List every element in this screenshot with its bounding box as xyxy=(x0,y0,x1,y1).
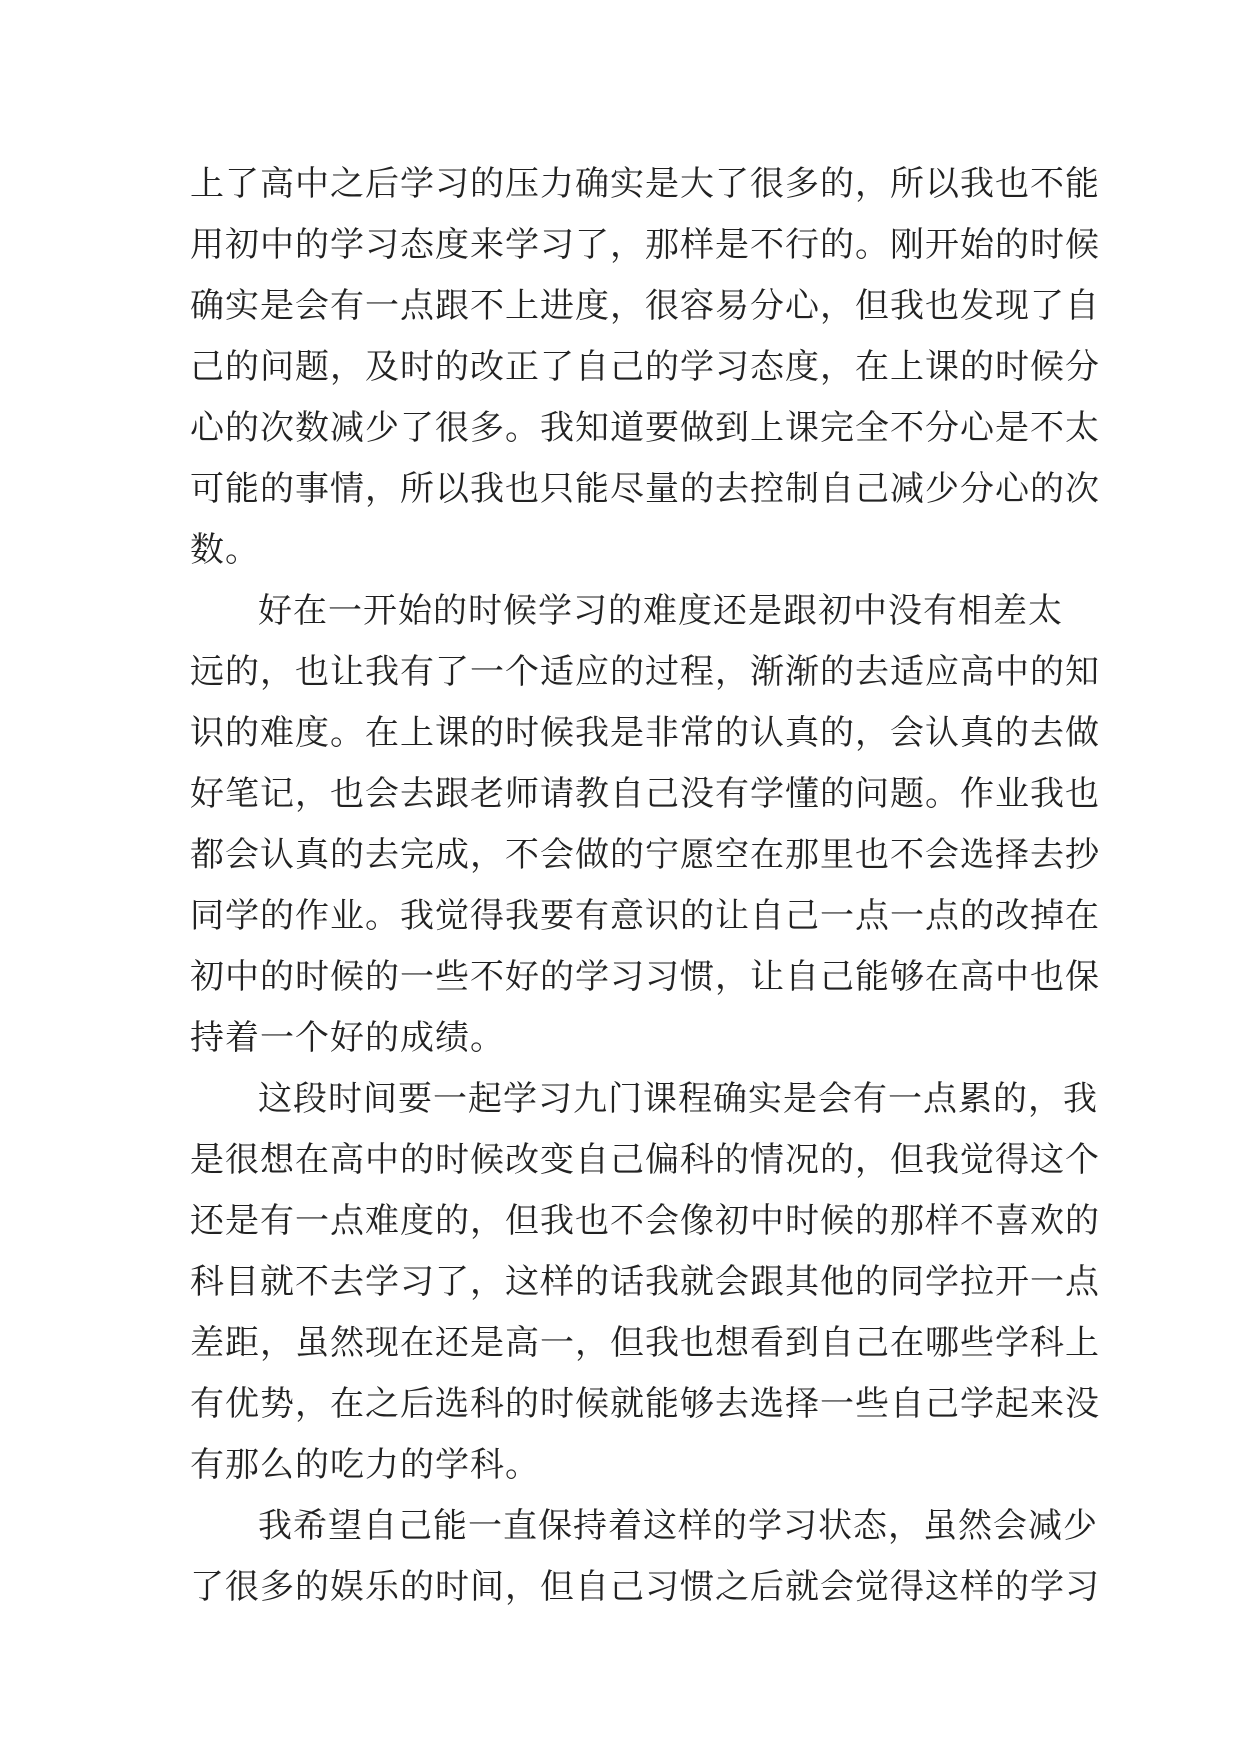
text-line: 差距，虽然现在还是高一，但我也想看到自己在哪些学科上 xyxy=(190,1323,1100,1363)
text-line: 都会认真的去完成，不会做的宁愿空在那里也不会选择去抄 xyxy=(190,835,1100,875)
text-line: 确实是会有一点跟不上进度，很容易分心，但我也发现了自 xyxy=(190,286,1100,326)
text-line: 同学的作业。我觉得我要有意识的让自己一点一点的改掉在 xyxy=(190,896,1100,936)
text-line: 好在一开始的时候学习的难度还是跟初中没有相差太 xyxy=(258,591,1063,631)
text-line: 好笔记，也会去跟老师请教自己没有学懂的问题。作业我也 xyxy=(190,774,1100,814)
text-line: 有那么的吃力的学科。 xyxy=(190,1445,540,1485)
text-line: 还是有一点难度的，但我也不会像初中时候的那样不喜欢的 xyxy=(190,1201,1100,1241)
text-line: 初中的时候的一些不好的学习习惯，让自己能够在高中也保 xyxy=(190,957,1100,997)
text-line: 持着一个好的成绩。 xyxy=(190,1018,505,1058)
text-line: 数。 xyxy=(190,530,260,570)
text-line: 我希望自己能一直保持着这样的学习状态，虽然会减少 xyxy=(258,1506,1098,1546)
text-line: 了很多的娱乐的时间，但自己习惯之后就会觉得这样的学习 xyxy=(190,1567,1100,1607)
text-line: 心的次数减少了很多。我知道要做到上课完全不分心是不太 xyxy=(190,408,1100,448)
text-line: 有优势，在之后选科的时候就能够去选择一些自己学起来没 xyxy=(190,1384,1100,1424)
text-line: 科目就不去学习了，这样的话我就会跟其他的同学拉开一点 xyxy=(190,1262,1100,1302)
text-line: 这段时间要一起学习九门课程确实是会有一点累的，我 xyxy=(258,1079,1098,1119)
text-line: 用初中的学习态度来学习了，那样是不行的。刚开始的时候 xyxy=(190,225,1100,265)
text-line: 上了高中之后学习的压力确实是大了很多的，所以我也不能 xyxy=(190,164,1100,204)
document-body xyxy=(190,154,1100,1618)
text-line: 识的难度。在上课的时候我是非常的认真的，会认真的去做 xyxy=(190,713,1100,753)
text-line: 是很想在高中的时候改变自己偏科的情况的，但我觉得这个 xyxy=(190,1140,1100,1180)
text-line: 己的问题，及时的改正了自己的学习态度，在上课的时候分 xyxy=(190,347,1100,387)
text-line: 可能的事情，所以我也只能尽量的去控制自己减少分心的次 xyxy=(190,469,1100,509)
text-line: 远的，也让我有了一个适应的过程，渐渐的去适应高中的知 xyxy=(190,652,1100,692)
